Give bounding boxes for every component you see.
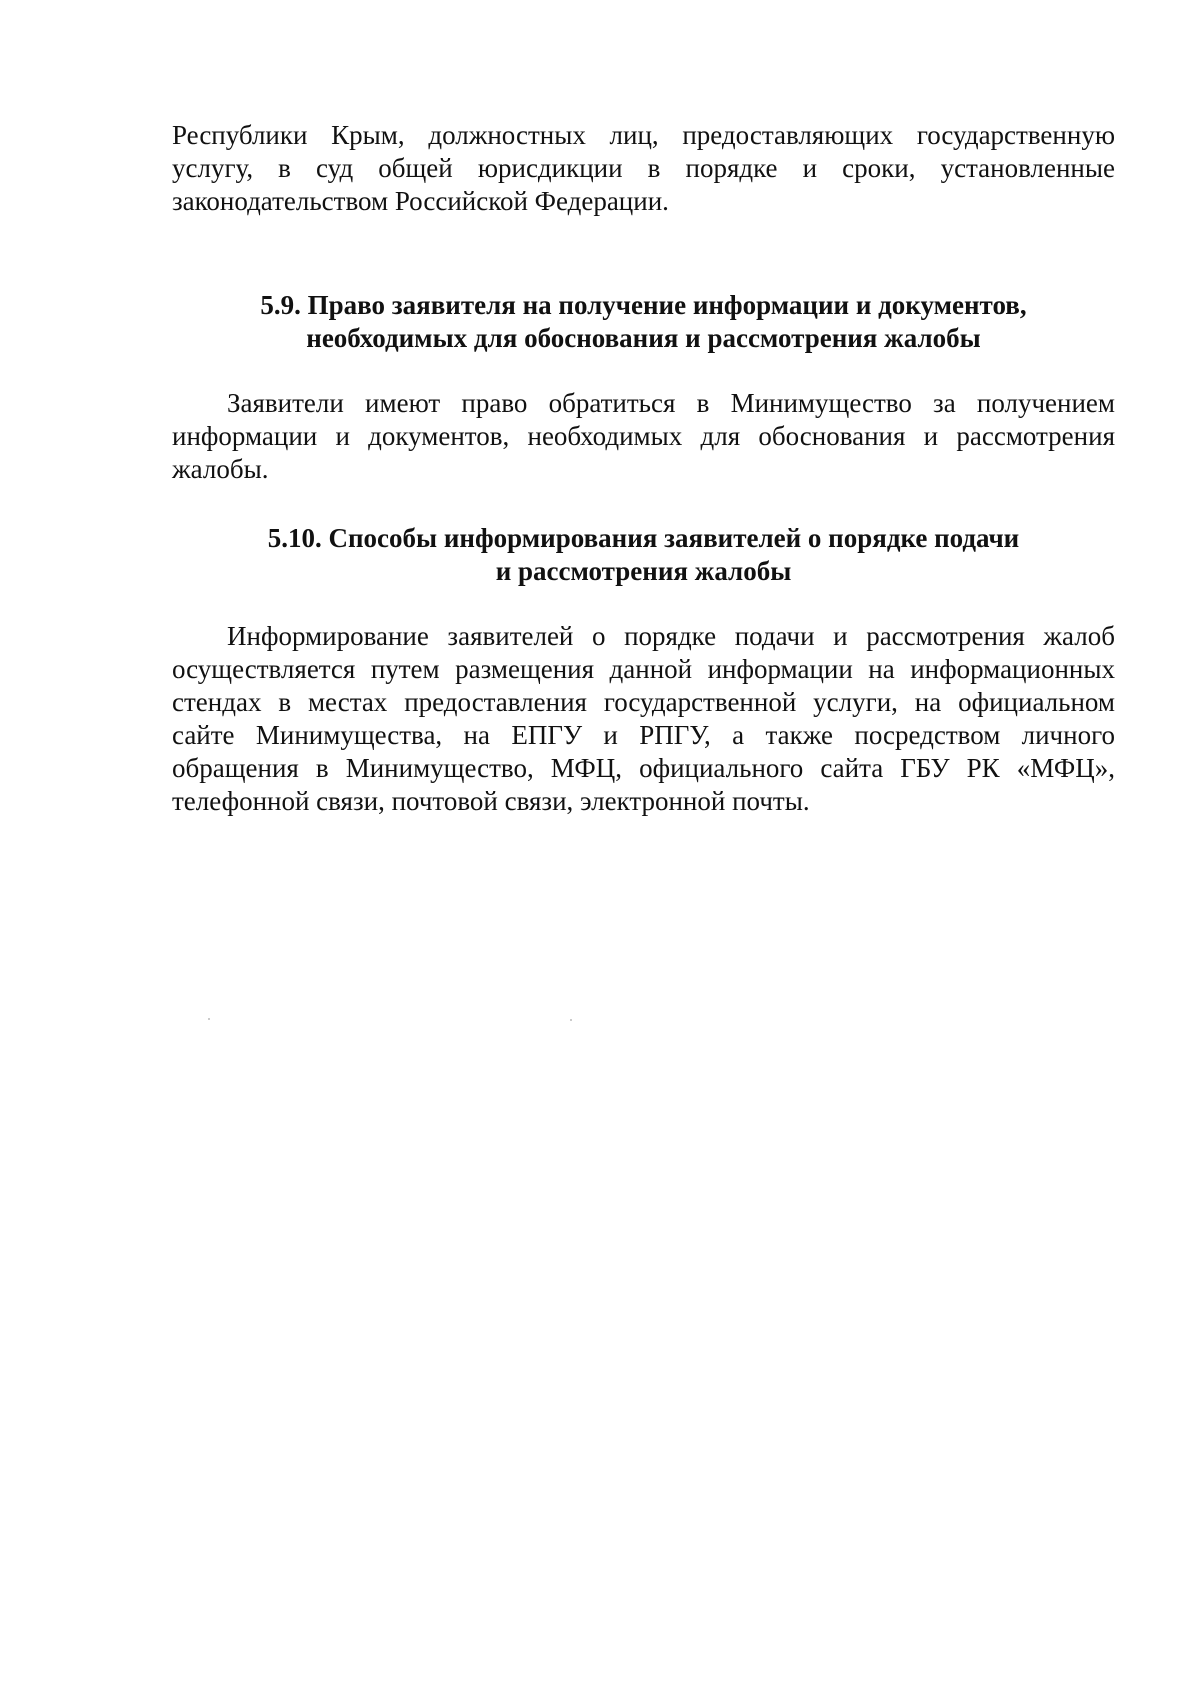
text-line: обращения в Минимущество, МФЦ, официального сайта ГБУ РК «МФЦ», [172, 753, 1115, 783]
intro-paragraph-text [172, 119, 1115, 218]
section-5-9-heading [172, 289, 1115, 355]
text-line: стендах в местах предоставления государственной услуги, на официальном [172, 687, 1115, 717]
section-5-9-body [172, 387, 1115, 486]
text-line: осуществляется путем размещения данной информации на информационных [172, 654, 1115, 684]
section-5-10-body [172, 620, 1115, 818]
text-line: информации и документов, необходимых для обоснования и рассмотрения [172, 421, 1115, 451]
heading-line: 5.9. Право заявителя на получение информации и документов, [260, 290, 1027, 320]
section-5-9-title [172, 289, 1115, 355]
scan-speck [208, 1018, 210, 1020]
section-5-9-paragraph [172, 387, 1115, 486]
text-line: услугу, в суд общей юрисдикции в порядке и сроки, установленные [172, 153, 1115, 183]
scan-speck [570, 1019, 572, 1021]
text-line: сайте Минимущества, на ЕПГУ и РПГУ, а также посредством личного [172, 720, 1115, 750]
heading-line: необходимых для обоснования и рассмотрения жалобы [306, 323, 981, 353]
intro-paragraph [172, 119, 1115, 218]
section-5-10-paragraph [172, 620, 1115, 818]
text-line: Республики Крым, должностных лиц, предоставляющих государственную [172, 120, 1115, 150]
text-line: Заявители имеют право обратиться в Минимущество за получением [227, 388, 1115, 418]
section-5-10-heading [172, 522, 1115, 588]
heading-line: и рассмотрения жалобы [495, 556, 792, 586]
text-line: Информирование заявителей о порядке подачи и рассмотрения жалоб [227, 621, 1115, 651]
text-line: законодательством Российской Федерации. [172, 186, 669, 216]
heading-line: 5.10. Способы информирования заявителей о порядке подачи [267, 523, 1020, 553]
text-line: телефонной связи, почтовой связи, электронной почты. [172, 786, 810, 816]
section-5-10-title [172, 522, 1115, 588]
text-line: жалобы. [172, 454, 269, 484]
